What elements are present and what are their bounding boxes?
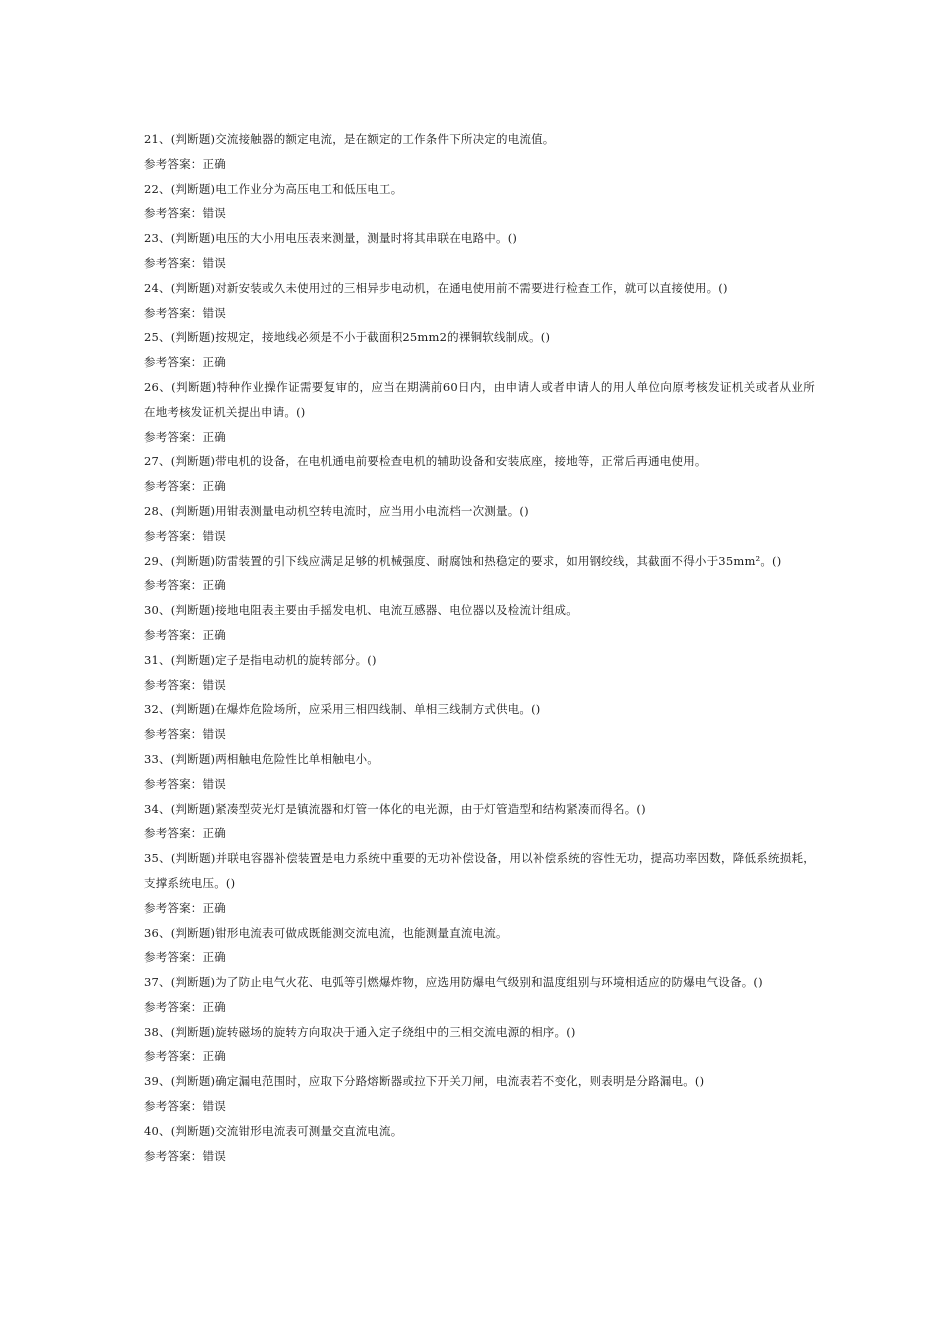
answer-prefix: 参考答案： xyxy=(144,950,203,965)
answer-prefix: 参考答案： xyxy=(144,255,203,270)
question-text: 36、(判断题)钳形电流表可做成既能测交流电流，也能测量直流电流。 xyxy=(144,925,508,940)
answer-value: 错误 xyxy=(202,305,226,320)
question-text: 22、(判断题)电工作业分为高压电工和低压电工。 xyxy=(144,181,403,196)
answer-line xyxy=(144,201,815,226)
question-item xyxy=(144,970,815,1020)
question-item xyxy=(144,226,815,276)
answer-value: 正确 xyxy=(202,950,226,965)
question-item xyxy=(144,797,815,847)
answer-line xyxy=(144,995,815,1020)
answer-prefix: 参考答案： xyxy=(144,999,203,1014)
question-text: 28、(判断题)用钳表测量电动机空转电流时，应当用小电流档一次测量。() xyxy=(144,503,529,518)
answer-value: 正确 xyxy=(202,999,226,1014)
answer-prefix: 参考答案： xyxy=(144,429,203,444)
answer-line xyxy=(144,350,815,375)
question-item xyxy=(144,1069,815,1119)
answer-line xyxy=(144,1094,815,1119)
answer-prefix: 参考答案： xyxy=(144,578,203,593)
answer-value: 正确 xyxy=(202,1049,226,1064)
question-text: 31、(判断题)定子是指电动机的旋转部分。() xyxy=(144,652,377,667)
question-item xyxy=(144,177,815,227)
answer-value: 正确 xyxy=(202,156,226,171)
answer-prefix: 参考答案： xyxy=(144,479,203,494)
question-text: 32、(判断题)在爆炸危险场所，应采用三相四线制、单相三线制方式供电。() xyxy=(144,702,541,717)
answer-value: 错误 xyxy=(202,776,226,791)
answer-line xyxy=(144,152,815,177)
answer-prefix: 参考答案： xyxy=(144,528,203,543)
answer-prefix: 参考答案： xyxy=(144,305,203,320)
answer-value: 错误 xyxy=(202,727,226,742)
answer-prefix: 参考答案： xyxy=(144,627,203,642)
question-item xyxy=(144,499,815,549)
answer-line xyxy=(144,524,815,549)
question-item xyxy=(144,375,815,449)
answer-value: 正确 xyxy=(202,355,226,370)
question-item xyxy=(144,747,815,797)
question-item xyxy=(144,921,815,971)
question-text: 30、(判断题)接地电阻表主要由手摇发电机、电流互感器、电位器以及检流计组成。 xyxy=(144,603,578,618)
answer-prefix: 参考答案： xyxy=(144,677,203,692)
question-item xyxy=(144,276,815,326)
question-item xyxy=(144,449,815,499)
answer-line xyxy=(144,1044,815,1069)
question-text: 37、(判断题)为了防止电气火花、电弧等引燃爆炸物，应选用防爆电气级别和温度组别与环境相适应的防爆电气设备。() xyxy=(144,975,763,990)
answer-value: 正确 xyxy=(202,479,226,494)
question-text: 23、(判断题)电压的大小用电压表来测量，测量时将其串联在电路中。() xyxy=(144,231,518,246)
answer-prefix: 参考答案： xyxy=(144,355,203,370)
question-text: 24、(判断题)对新安装或久未使用过的三相异步电动机，在通电使用前不需要进行检查工作，就可以直接使用。() xyxy=(144,280,728,295)
question-text: 27、(判断题)带电机的设备，在电机通电前要检查电机的辅助设备和安装底座，接地等，正常后再通电使用。 xyxy=(144,454,707,469)
answer-line xyxy=(144,673,815,698)
answer-prefix: 参考答案： xyxy=(144,776,203,791)
question-text: 26、(判断题)特种作业操作证需要复审的，应当在期满前60日内，由申请人或者申请人的用人单位向原考核发证机关或者从业所在地考核发证机关提出申请。() xyxy=(144,379,815,419)
question-text: 35、(判断题)并联电容器补偿装置是电力系统中重要的无功补偿设备，用以补偿系统的容性无功，提高功率因数，降低系统损耗，支撑系统电压。() xyxy=(144,851,815,890)
answer-line xyxy=(144,772,815,797)
question-text: 40、(判断题)交流钳形电流表可测量交直流电流。 xyxy=(144,1123,403,1138)
answer-line xyxy=(144,722,815,747)
answer-line xyxy=(144,474,815,499)
answer-value: 错误 xyxy=(202,528,226,543)
answer-line xyxy=(144,821,815,846)
answer-value: 错误 xyxy=(202,1148,226,1163)
answer-value: 正确 xyxy=(202,578,226,593)
answer-line xyxy=(144,251,815,276)
answer-line xyxy=(144,1144,815,1169)
answer-prefix: 参考答案： xyxy=(144,206,203,221)
answer-prefix: 参考答案： xyxy=(144,1049,203,1064)
answer-value: 正确 xyxy=(202,429,226,444)
question-text: 29、(判断题)防雷装置的引下线应满足足够的机械强度、耐腐蚀和热稳定的要求，如用钢绞线，其截面不得小于35mm²。() xyxy=(144,553,782,568)
question-text: 39、(判断题)确定漏电范围时，应取下分路熔断器或拉下开关刀闸，电流表若不变化，则表明是分路漏电。() xyxy=(144,1074,705,1089)
question-item xyxy=(144,1119,815,1169)
question-text: 25、(判断题)按规定，接地线必须是不小于截面积25mm2的裸铜软线制成。() xyxy=(144,330,551,345)
answer-line xyxy=(144,301,815,326)
answer-value: 正确 xyxy=(202,826,226,841)
answer-prefix: 参考答案： xyxy=(144,900,203,915)
question-text: 34、(判断题)紧凑型荧光灯是镇流器和灯管一体化的电光源，由于灯管造型和结构紧凑而得名。() xyxy=(144,801,646,816)
question-item xyxy=(144,697,815,747)
answer-line xyxy=(144,573,815,598)
question-text: 38、(判断题)旋转磁场的旋转方向取决于通入定子绕组中的三相交流电源的相序。() xyxy=(144,1024,576,1039)
question-text: 21、(判断题)交流接触器的额定电流，是在额定的工作条件下所决定的电流值。 xyxy=(144,132,555,146)
answer-value: 正确 xyxy=(202,900,226,915)
answer-line xyxy=(144,896,815,921)
question-item xyxy=(144,846,815,920)
answer-value: 错误 xyxy=(202,677,226,692)
question-item xyxy=(144,325,815,375)
answer-prefix: 参考答案： xyxy=(144,1099,203,1114)
question-item xyxy=(144,549,815,599)
answer-value: 错误 xyxy=(202,206,226,221)
answer-value: 错误 xyxy=(202,255,226,270)
question-list xyxy=(144,127,815,1168)
question-item xyxy=(144,598,815,648)
question-item xyxy=(144,1020,815,1070)
question-item xyxy=(144,127,815,177)
answer-prefix: 参考答案： xyxy=(144,727,203,742)
question-text: 33、(判断题)两相触电危险性比单相触电小。 xyxy=(144,751,380,766)
answer-prefix: 参考答案： xyxy=(144,1148,203,1163)
answer-value: 错误 xyxy=(202,1099,226,1114)
question-item xyxy=(144,648,815,698)
answer-line xyxy=(144,425,815,450)
answer-value: 正确 xyxy=(202,627,226,642)
answer-line xyxy=(144,945,815,970)
answer-line xyxy=(144,623,815,648)
answer-prefix: 参考答案： xyxy=(144,156,203,171)
answer-prefix: 参考答案： xyxy=(144,826,203,841)
